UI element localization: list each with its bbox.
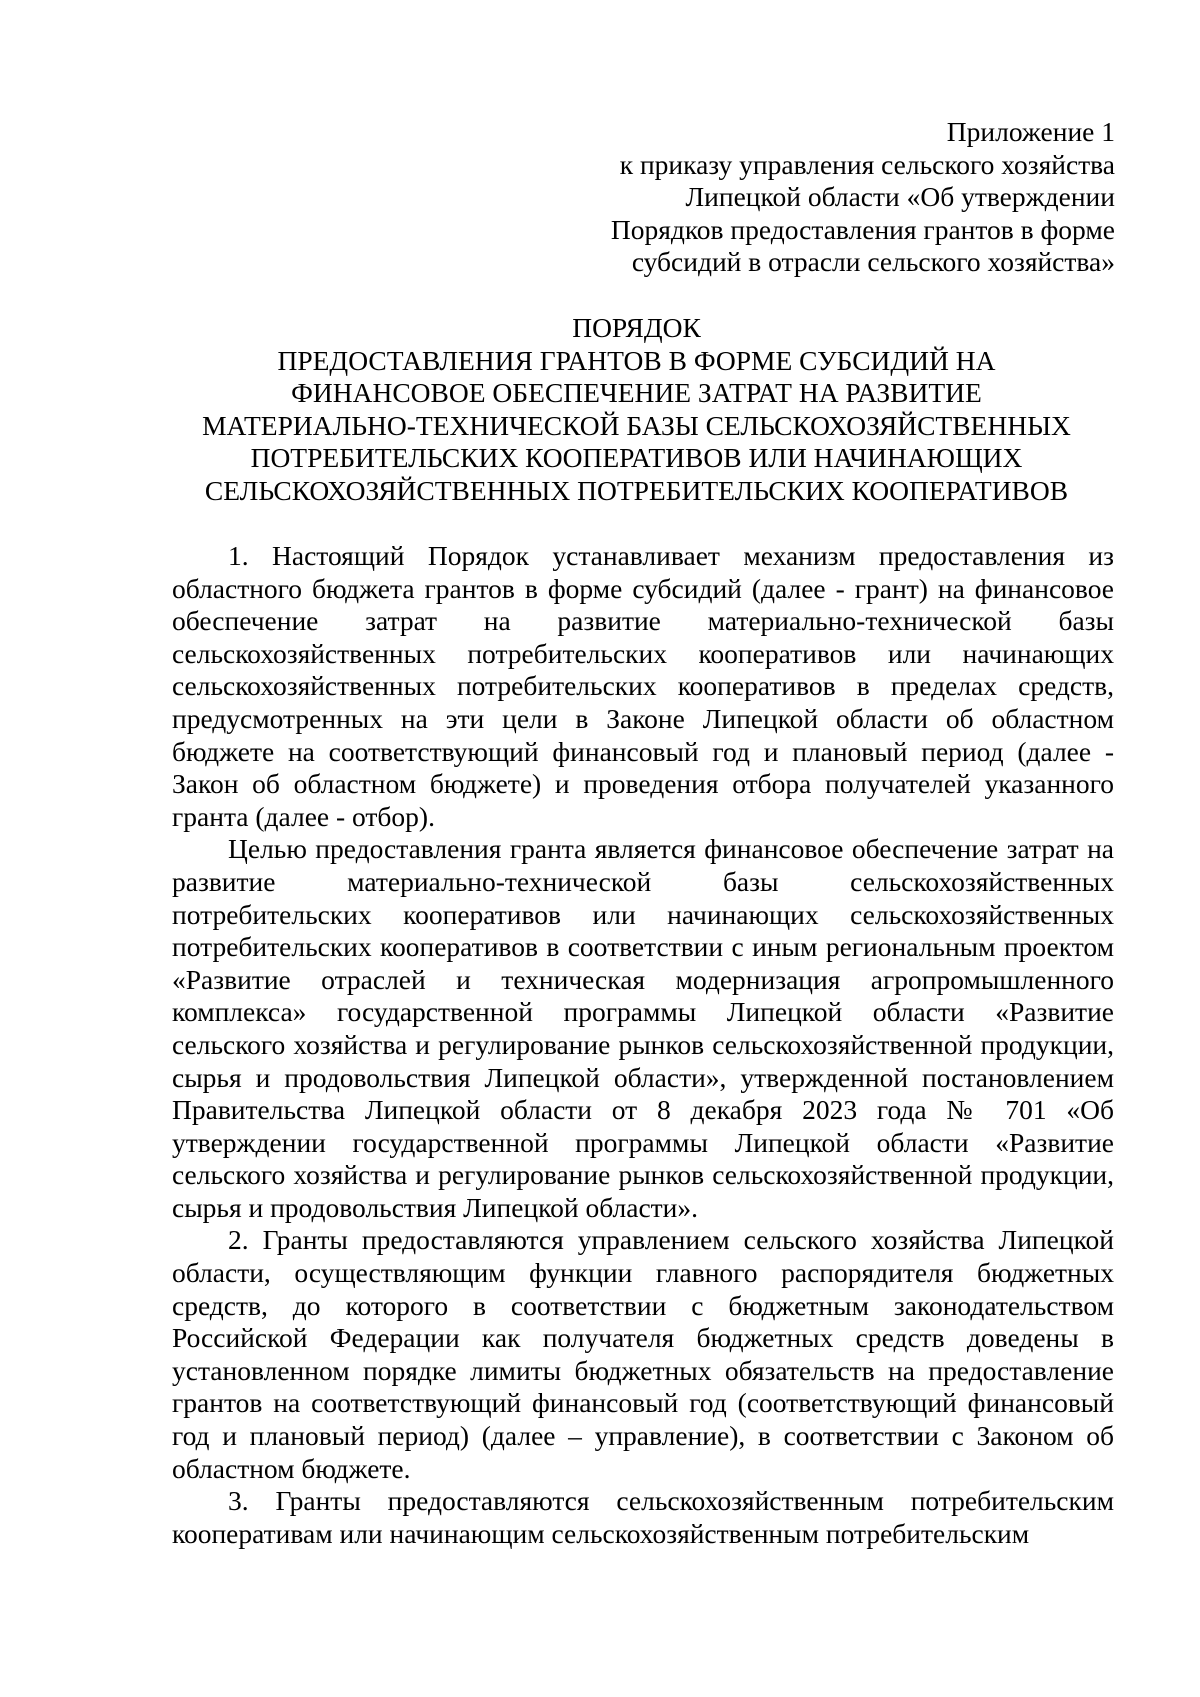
title-line: ПОТРЕБИТЕЛЬСКИХ КООПЕРАТИВОВ ИЛИ НАЧИНАЮЩИХ bbox=[250, 442, 1023, 474]
appendix-line: Липецкой области «Об утверждении bbox=[685, 181, 1115, 213]
paragraph-1: 1. Настоящий Порядок устанавливает механизм предоставления из областного бюджета грантов в форме субсидий (далее - грант) на финансовое обеспечение затрат на развитие материально-технической базы сельскохозяйственных потребительских кооперативов или начинающих сельскохозяйственных потребительских кооперативов в пределах средств, предусмотренных на эти цели в Законе Липецкой области об областном бюджете на соответствующий финансовый год и плановый период (далее - Закон об областном бюджете) и проведения отбора получателей указанного гранта (далее - отбор). bbox=[172, 540, 1114, 832]
appendix-line: Приложение 1 bbox=[946, 116, 1115, 147]
title-line: СЕЛЬСКОХОЗЯЙСТВЕННЫХ ПОТРЕБИТЕЛЬСКИХ КООПЕРАТИВОВ bbox=[204, 474, 1069, 506]
title-line: ФИНАНСОВОЕ ОБЕСПЕЧЕНИЕ ЗАТРАТ НА РАЗВИТИЕ bbox=[291, 377, 982, 409]
title-line: ПОРЯДОК bbox=[572, 312, 701, 343]
title-line: МАТЕРИАЛЬНО-ТЕХНИЧЕСКОЙ БАЗЫ СЕЛЬСКОХОЗЯЙСТВЕННЫХ bbox=[202, 409, 1071, 441]
document-body bbox=[172, 540, 1114, 1550]
paragraph-2: 2. Гранты предоставляются управлением сельского хозяйства Липецкой области, осуществляющим функции главного распорядителя бюджетных средств, до которого в соответствии с бюджетным законодательством Российской Федерации как получателя бюджетных средств доведены в установленном порядке лимиты бюджетных обязательств на предоставление грантов на соответствующий финансовый год (соответствующий финансовый год и плановый период) (далее – управление), в соответствии с Законом об областном бюджете. bbox=[172, 1224, 1114, 1484]
appendix-line: Порядков предоставления грантов в форме bbox=[610, 213, 1115, 245]
appendix-header bbox=[555, 116, 1115, 279]
paragraph-3: 3. Гранты предоставляются сельскохозяйственным потребительским кооперативам или начинающим сельскохозяйственным потребительским bbox=[172, 1485, 1114, 1549]
title-line: ПРЕДОСТАВЛЕНИЯ ГРАНТОВ В ФОРМЕ СУБСИДИЙ НА bbox=[277, 344, 996, 376]
appendix-line: к приказу управления сельского хозяйства bbox=[619, 148, 1115, 180]
appendix-line: субсидий в отрасли сельского хозяйства» bbox=[631, 246, 1115, 278]
document-title bbox=[160, 312, 1113, 508]
paragraph-purpose: Целью предоставления гранта является финансовое обеспечение затрат на развитие материально-технической базы сельскохозяйственных потребительских кооперативов или начинающих сельскохозяйственных потребительских кооперативов в соответствии с иным региональным проектом «Развитие отраслей и техническая модернизация агропромышленного комплекса» государственной программы Липецкой области «Развитие сельского хозяйства и регулирование рынков сельскохозяйственной продукции, сырья и продовольствия Липецкой области», утвержденной постановлением Правительства Липецкой области от 8 декабря 2023 года № 701 «Об утверждении государственной программы Липецкой области «Развитие сельского хозяйства и регулирование рынков сельскохозяйственной продукции, сырья и продовольствия Липецкой области». bbox=[172, 833, 1114, 1223]
